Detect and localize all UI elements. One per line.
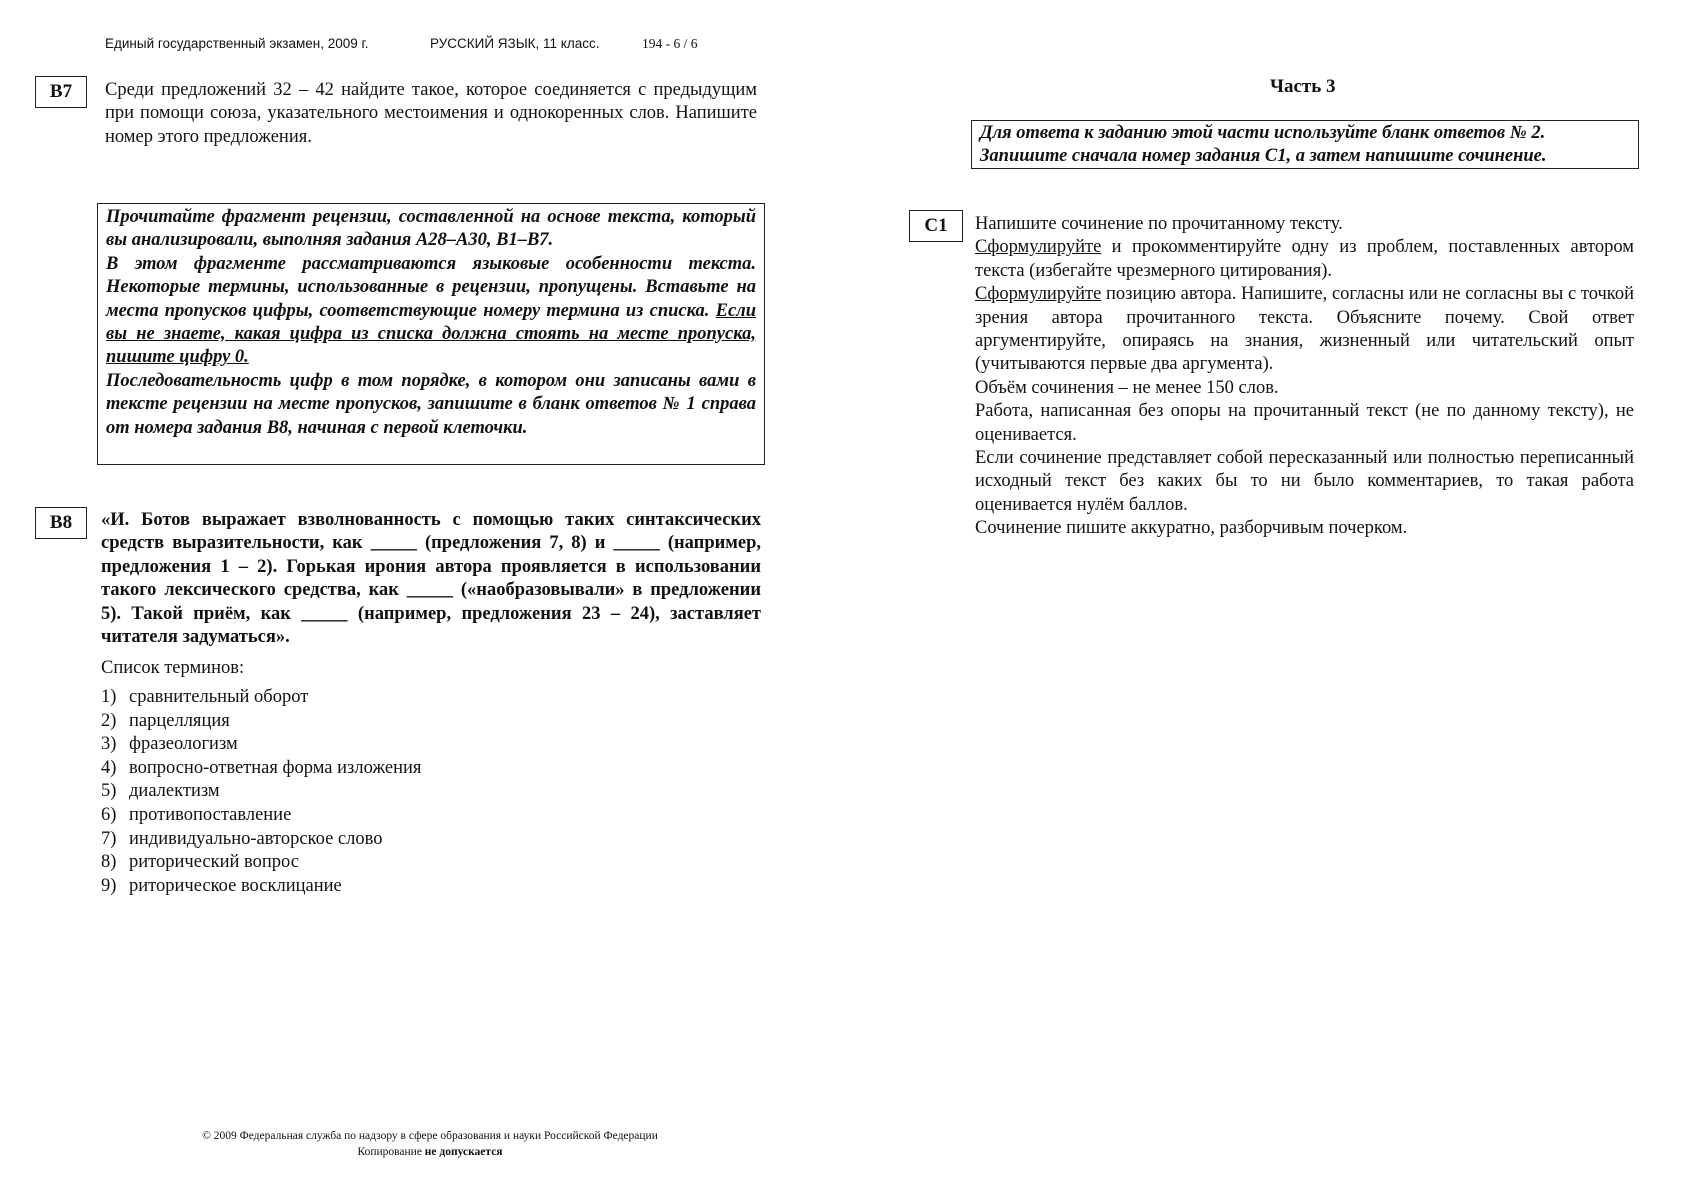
list-item: 7) индивидуально-авторское слово: [101, 828, 383, 849]
page-footer: [130, 1128, 730, 1160]
task-b8-text: «И. Ботов выражает взволнованность с помощью таких синтаксических средств выразительности, как _____ (предложения 7, 8) и _____ (например, предложения 1 – 2). Горькая ирония автора проявляется в использовании такого лексического средства, как _____ («наобразовывали» в предложении 5). Такой приём, как _____ (например, предложения 23 – 24), заставляет читателя задуматься».: [101, 510, 761, 648]
list-item: 1) сравнительный оборот: [101, 687, 309, 707]
list-item: 8) риторический вопрос: [101, 852, 299, 873]
task-b7-text: Среди предложений 32 – 42 найдите такое, которое соединяется с предыдущим при помощи союза, указательного местоимения и однокоренных слов. Напишите номер этого предложения.: [105, 80, 757, 147]
instruction-paragraph-1: Прочитайте фрагмент рецензии, составленной на основе текста, который вы анализировали, выполняя задания А28–А30, В1–В7.: [106, 207, 756, 251]
list-item: 3) фразеологизм: [101, 734, 238, 755]
c1-paragraph: Объём сочинения – не менее 150 слов.: [975, 377, 1279, 398]
list-item: 2) парцелляция: [101, 710, 230, 731]
c1-paragraph: Напишите сочинение по прочитанному тексту.: [975, 214, 1343, 234]
part3-title: Часть 3: [1270, 76, 1336, 97]
footer-bold-text: не допускается: [424, 1146, 503, 1158]
c1-paragraph: Сочинение пишите аккуратно, разборчивым почерком.: [975, 518, 1408, 539]
part3-instruction-box: [971, 120, 1639, 169]
c1-text: и прокомментируйте одну из проблем, поставленных автором текста (избегайте чрезмерного цитирования).: [975, 237, 1634, 281]
instruction-text: В этом фрагменте рассматриваются языковые особенности текста. Некоторые термины, использованные в рецензии, пропущены. Вставьте на места пропусков цифры, соответствующие номеру термина из списка.: [106, 253, 756, 321]
exam-title: Единый государственный экзамен, 2009 г.: [105, 36, 369, 51]
terms-title: Список терминов:: [101, 658, 245, 678]
c1-paragraph: [975, 283, 1634, 377]
instruction-paragraph-2: [106, 253, 756, 370]
list-item: 9) риторическое восклицание: [101, 875, 342, 896]
c1-paragraph: Работа, написанная без опоры на прочитанный текст (не по данному тексту), не оценивается.: [975, 401, 1634, 445]
list-item: 4) вопросно-ответная форма изложения: [101, 757, 422, 778]
c1-text: позицию автора. Напишите, согласны или не согласны вы с точкой зрения автора прочитанного текста. Объясните почему. Свой ответ аргументируйте, опираясь на знания, жизненный или читательский опыт (учитываются первые два аргумента).: [975, 284, 1634, 375]
subject-title: РУССКИЙ ЯЗЫК, 11 класс.: [430, 36, 600, 51]
footer-copy-notice: [130, 1144, 730, 1160]
c1-paragraph: [975, 236, 1634, 283]
list-item: 5) диалектизм: [101, 781, 220, 802]
c1-paragraph: Если сочинение представляет собой пересказанный или полностью переписанный исходный текст без каких бы то ни было комментариев, то такая работа оценивается нулём баллов.: [975, 448, 1634, 515]
part3-instruction-line-2: Запишите сначала номер задания С1, а затем напишите сочинение.: [980, 146, 1547, 167]
instruction-underlined-text: Если вы не знаете, какая цифра из списка должна стоять на месте пропуска, пишите цифру 0.: [106, 300, 756, 368]
c1-underlined-verb: Сформулируйте: [975, 237, 1102, 258]
review-instruction-box: [97, 203, 765, 465]
task-label-b7: B7: [35, 76, 87, 108]
task-c1-text: [975, 213, 1634, 541]
footer-text: Копирование: [357, 1146, 425, 1158]
list-item: 6) противопоставление: [101, 804, 292, 825]
task-label-b8: B8: [35, 507, 87, 539]
part3-instruction-line-1: Для ответа к заданию этой части используйте бланк ответов № 2.: [980, 123, 1546, 143]
terms-list: [101, 686, 421, 898]
footer-copyright: © 2009 Федеральная служба по надзору в сфере образования и науки Российской Федерации: [202, 1130, 658, 1142]
task-label-c1: C1: [909, 210, 963, 242]
instruction-paragraph-3: Последовательность цифр в том порядке, в котором они записаны вами в тексте рецензии на месте пропусков, запишите в бланк ответов № 1 справа от номера задания В8, начиная с первой клеточки.: [106, 370, 756, 438]
page-number: 194 - 6 / 6: [642, 36, 698, 51]
c1-underlined-verb: Сформулируйте: [975, 284, 1102, 305]
